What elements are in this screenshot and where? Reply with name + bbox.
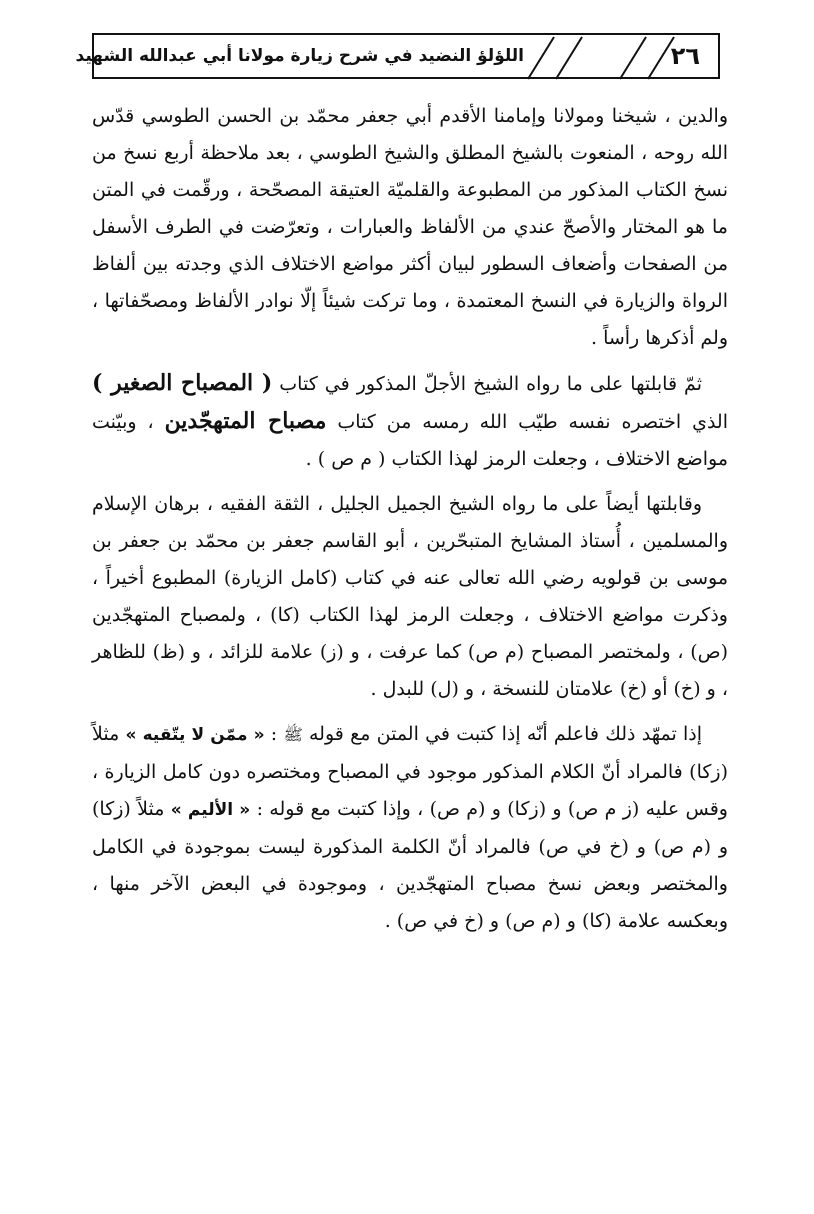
book-title-misbah-saghir: ( المصباح الصغير ) bbox=[92, 370, 273, 396]
paragraph-2-text-3: ، وبيّنت مواضع الاختلاف ، وجعلت الرمز لهذا الكتاب ( م ص ) . bbox=[92, 411, 728, 470]
paragraph-4-colon: : bbox=[270, 723, 278, 745]
paragraph-2-text-2: الذي اختصره نفسه طيّب الله رمسه من كتاب bbox=[337, 411, 729, 433]
paragraph-3: وقابلتها أيضاً على ما رواه الشيخ الجميل الجليل ، الثقة الفقيه ، برهان الإسلام والمسلمين ، أُستاذ المشايخ المتبحّرين ، أبو القاسم جعفر بن محمّد بن جعفر بن موسى بن قولويه رضي الله تعالى عنه في كتاب (كامل الزيارة) المطبوع أخيراً ، وذكرت مواضع الاختلاف ، وجعلت الرمز لهذا الكتاب (كا) ، ولمصباح المتهجّدين (ص) ، ولمختصر المصباح (م ص) كما عرفت ، و (ز) علامة للزائد ، و (ظ) للظاهر ، و (خ) أو (خ) علامتان للنسخة ، و (ل) للبدل . bbox=[92, 493, 728, 700]
paragraph-4-text-1: إذا تمهّد ذلك فاعلم أنّه إذا كتبت في المتن مع قوله bbox=[309, 723, 702, 745]
blessing-symbol: ﷺ bbox=[283, 725, 303, 744]
paragraph-4 bbox=[92, 716, 728, 940]
page-number: ٢٦ bbox=[670, 42, 700, 70]
running-title: اللؤلؤ النضيد في شرح زيارة مولانا أبي عبدالله الشهيد bbox=[75, 46, 524, 66]
running-header bbox=[75, 33, 720, 79]
paragraph-2 bbox=[92, 365, 728, 478]
quoted-phrase-2: « الأليم » bbox=[170, 800, 251, 820]
main-text bbox=[92, 98, 728, 948]
paragraph-2-text-1: ثمّ قابلتها على ما رواه الشيخ الأجلّ المذكور في كتاب bbox=[279, 373, 702, 395]
book-title-misbah-mutahajjid: مصباح المتهجّدين bbox=[164, 408, 327, 434]
paragraph-4-text-3: مثلاً (زكا) و (م ص) و (خ في ص) فالمراد أنّ الكلمة المذكورة ليست بموجودة في الكامل والمختصر وبعض نسخ مصباح المتهجّدين ، وموجودة في البعض الآخر منها ، وبعكسه علامة (كا) و (م ص) و (خ في ص) . bbox=[92, 798, 728, 932]
quoted-phrase-1: « ممّن لا يتّقيه » bbox=[125, 725, 265, 745]
paragraph-1: والدين ، شيخنا ومولانا وإمامنا الأقدم أبي جعفر محمّد بن الحسن الطوسي قدّس الله روحه ، المنعوت بالشيخ المطلق والشيخ الطوسي ، بعد ملاحظة أربع نسخ من نسخ الكتاب المذكور من المطبوعة والقلميّة العتيقة المصحّحة ، ورقّمت في المتن ما هو المختار والأصحّ عندي من الألفاظ والعبارات ، وتعرّضت في الطرف الأسفل من الصفحات وأضعاف السطور لبيان أكثر مواضع الاختلاف الذي وجدته بين ألفاظ الرواة والزيارة في النسخ المعتمدة ، وما تركت شيئاً إلّا نوادر الألفاظ ومصحّفاتها ، ولم أذكرها رأساً . bbox=[92, 105, 728, 349]
paragraph-4-text-2: مثلاً (زكا) فالمراد أنّ الكلام المذكور موجود في المصباح ومختصره دون كامل الزيارة ، وقس عليه (ز م ص) و (زكا) و (م ص) ، وإذا كتبت مع قوله : bbox=[92, 723, 728, 820]
